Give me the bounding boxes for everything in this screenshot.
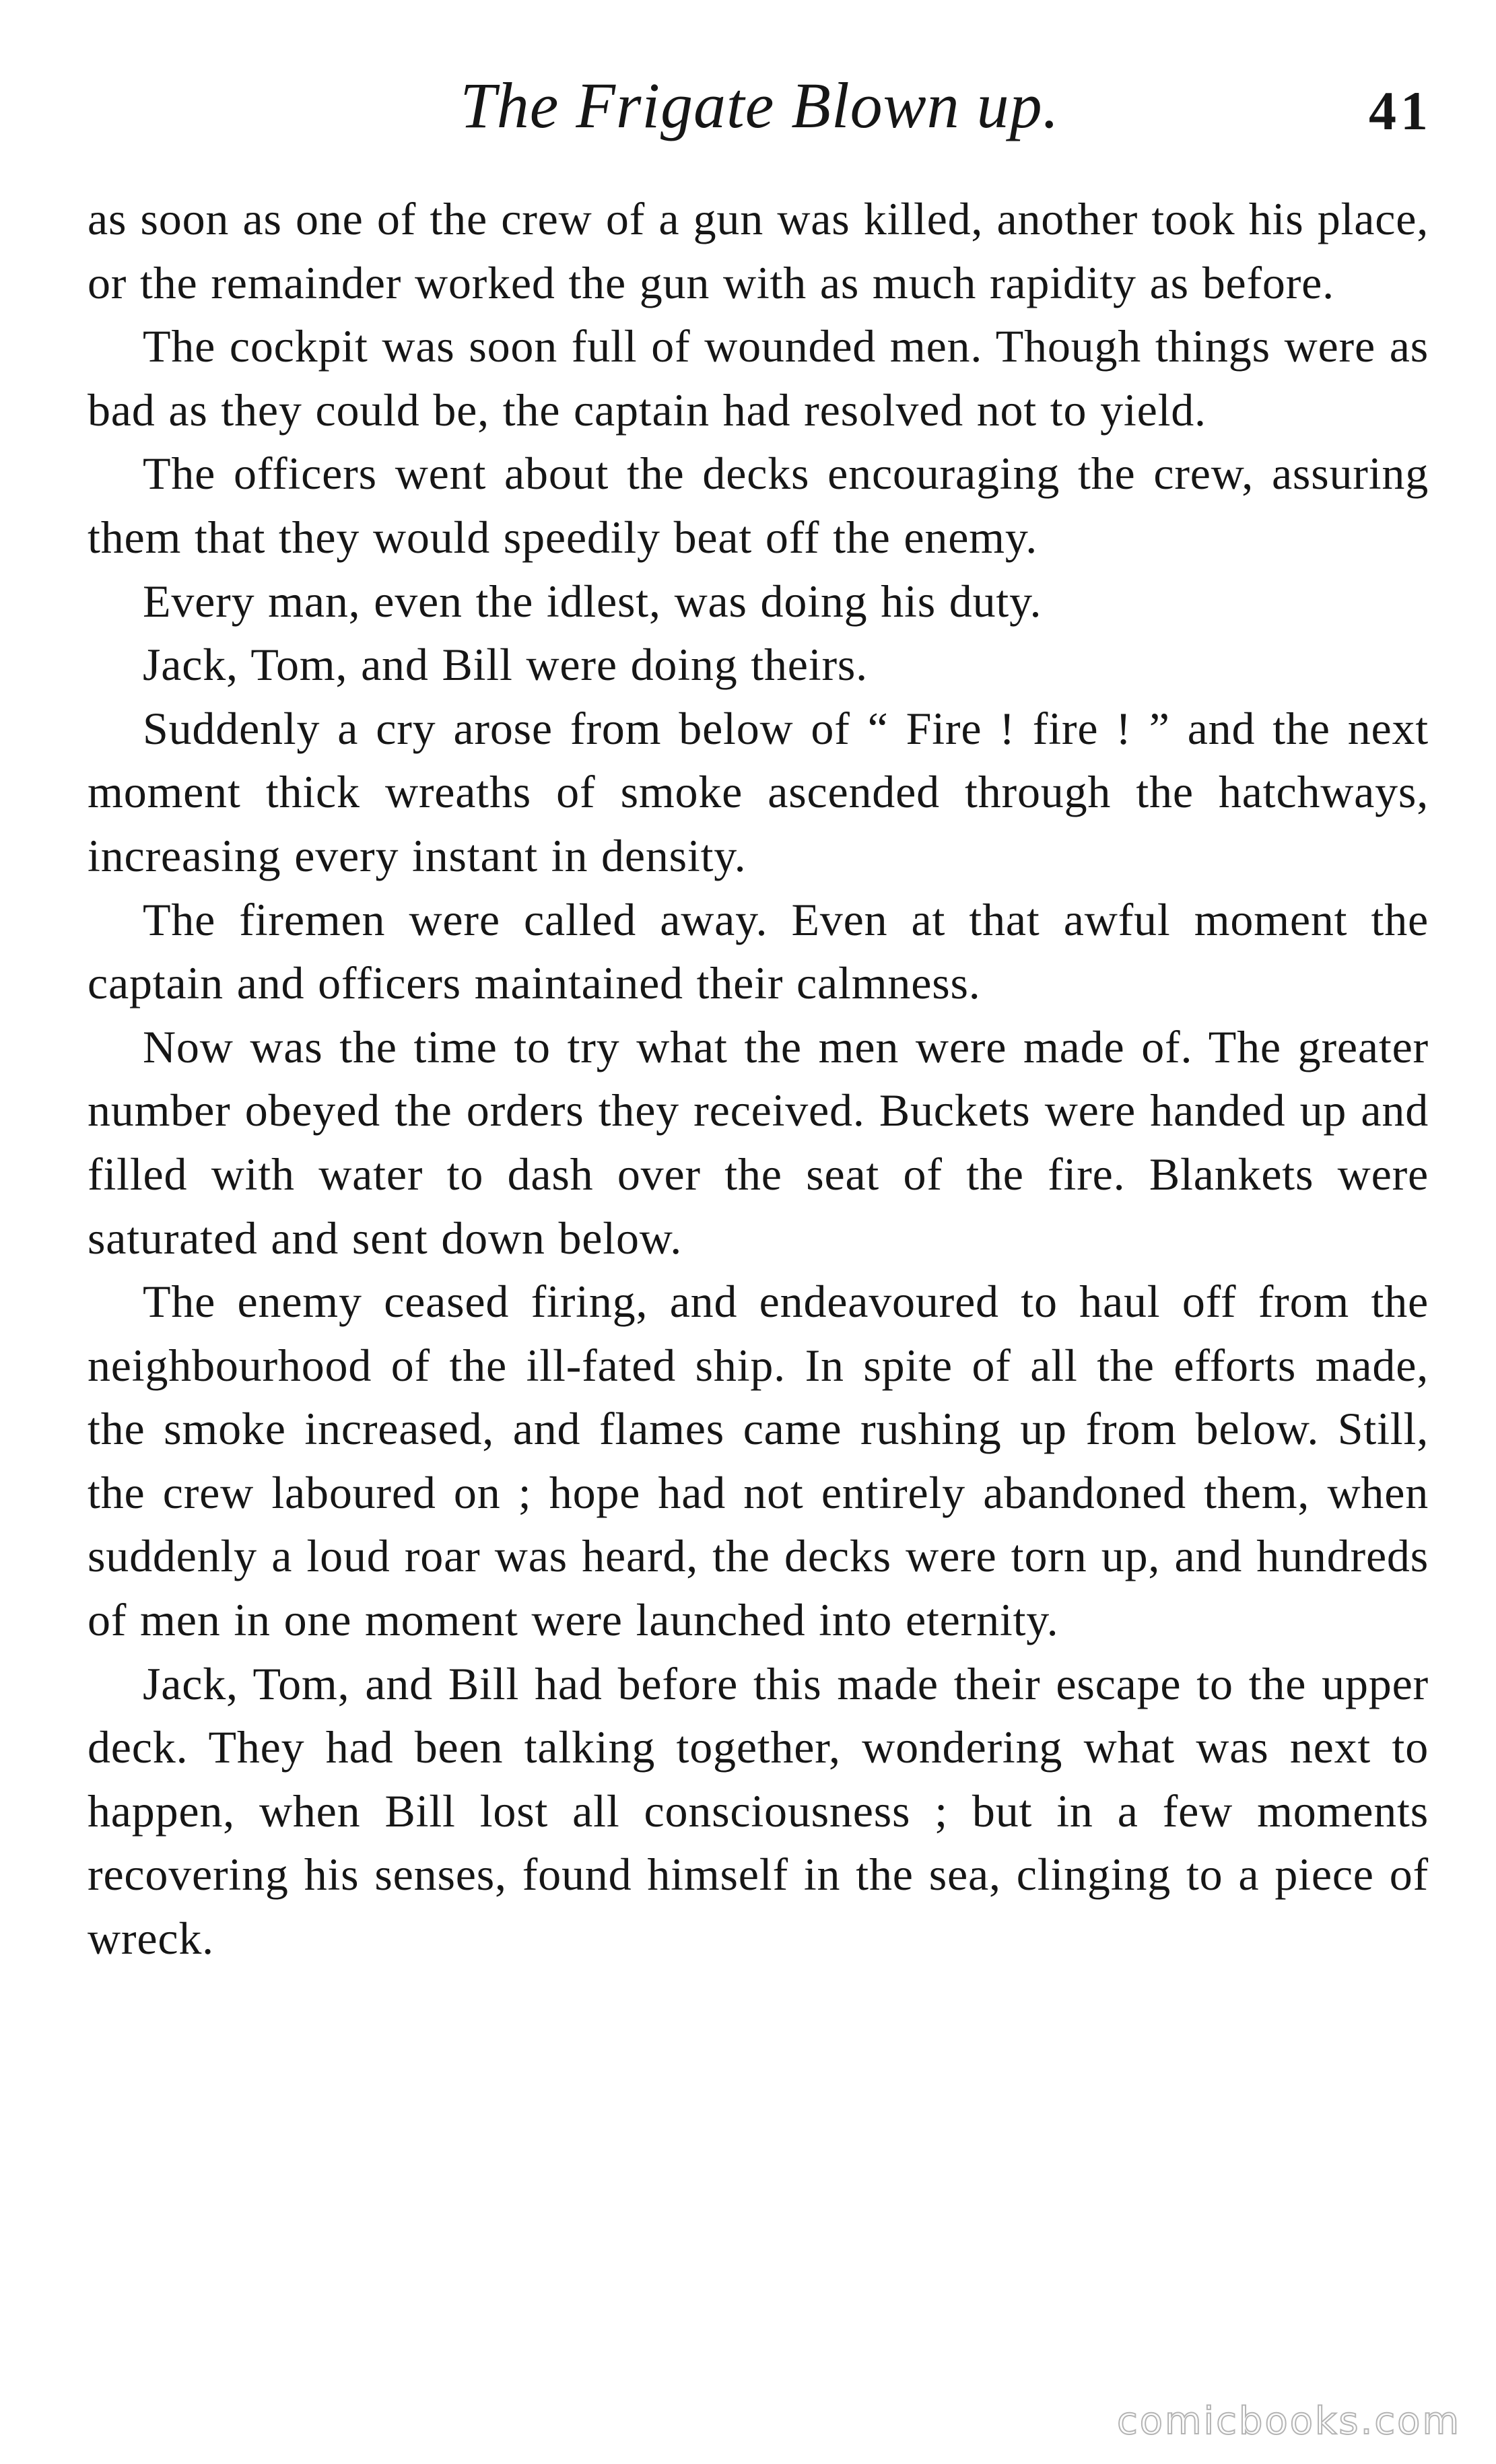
- running-head: [88, 62, 1432, 149]
- body-text: [88, 187, 1429, 1971]
- page-number: 41: [1369, 80, 1432, 141]
- paragraph: Suddenly a cry arose from below of “ Fire ! fire ! ” and the next moment thick wreaths of smoke ascended through the hatchways, increasing every instant in density.: [88, 702, 1429, 881]
- paragraph: as soon as one of the crew of a gun was killed, another took his place, or the remainder worked the gun with as much rapidity as before.: [88, 193, 1429, 308]
- paragraph: The enemy ceased firing, and endeavoured to haul off from the neighbourhood of the ill-fated ship. In spite of all the efforts made, the smoke increased, and flames came rushing up from below. Still, the crew laboured on ; hope had not entirely abandoned them, when suddenly a loud roar was heard, the decks were torn up, and hundreds of men in one moment were launched into eternity.: [88, 1276, 1429, 1646]
- paragraph: Jack, Tom, and Bill were doing theirs.: [143, 639, 868, 691]
- paragraph: Jack, Tom, and Bill had before this made their escape to the upper deck. They had been talking together, wondering what was next to happen, when Bill lost all consciousness ; but in a few moments recovering his senses, found himself in the sea, clinging to a piece of wreck.: [88, 1657, 1429, 1964]
- running-title: The Frigate Blown up.: [460, 69, 1060, 141]
- paragraph: Now was the time to try what the men were made of. The greater number obeyed the orders they received. Buckets were handed up and filled with water to dash over the seat of the fire. Blankets were saturated and sent down below.: [88, 1021, 1429, 1264]
- watermark: comicbooks.com: [1116, 2399, 1461, 2443]
- paragraph: The cockpit was soon full of wounded men. Though things were as bad as they could be, the captain had resolved not to yield.: [88, 320, 1429, 436]
- paragraph: Every man, even the idlest, was doing his duty.: [143, 575, 1042, 627]
- paragraph: The firemen were called away. Even at that awful moment the captain and officers maintained their calmness.: [88, 893, 1429, 1009]
- paragraph: The officers went about the decks encouraging the crew, assuring them that they would speedily beat off the enemy.: [88, 448, 1429, 563]
